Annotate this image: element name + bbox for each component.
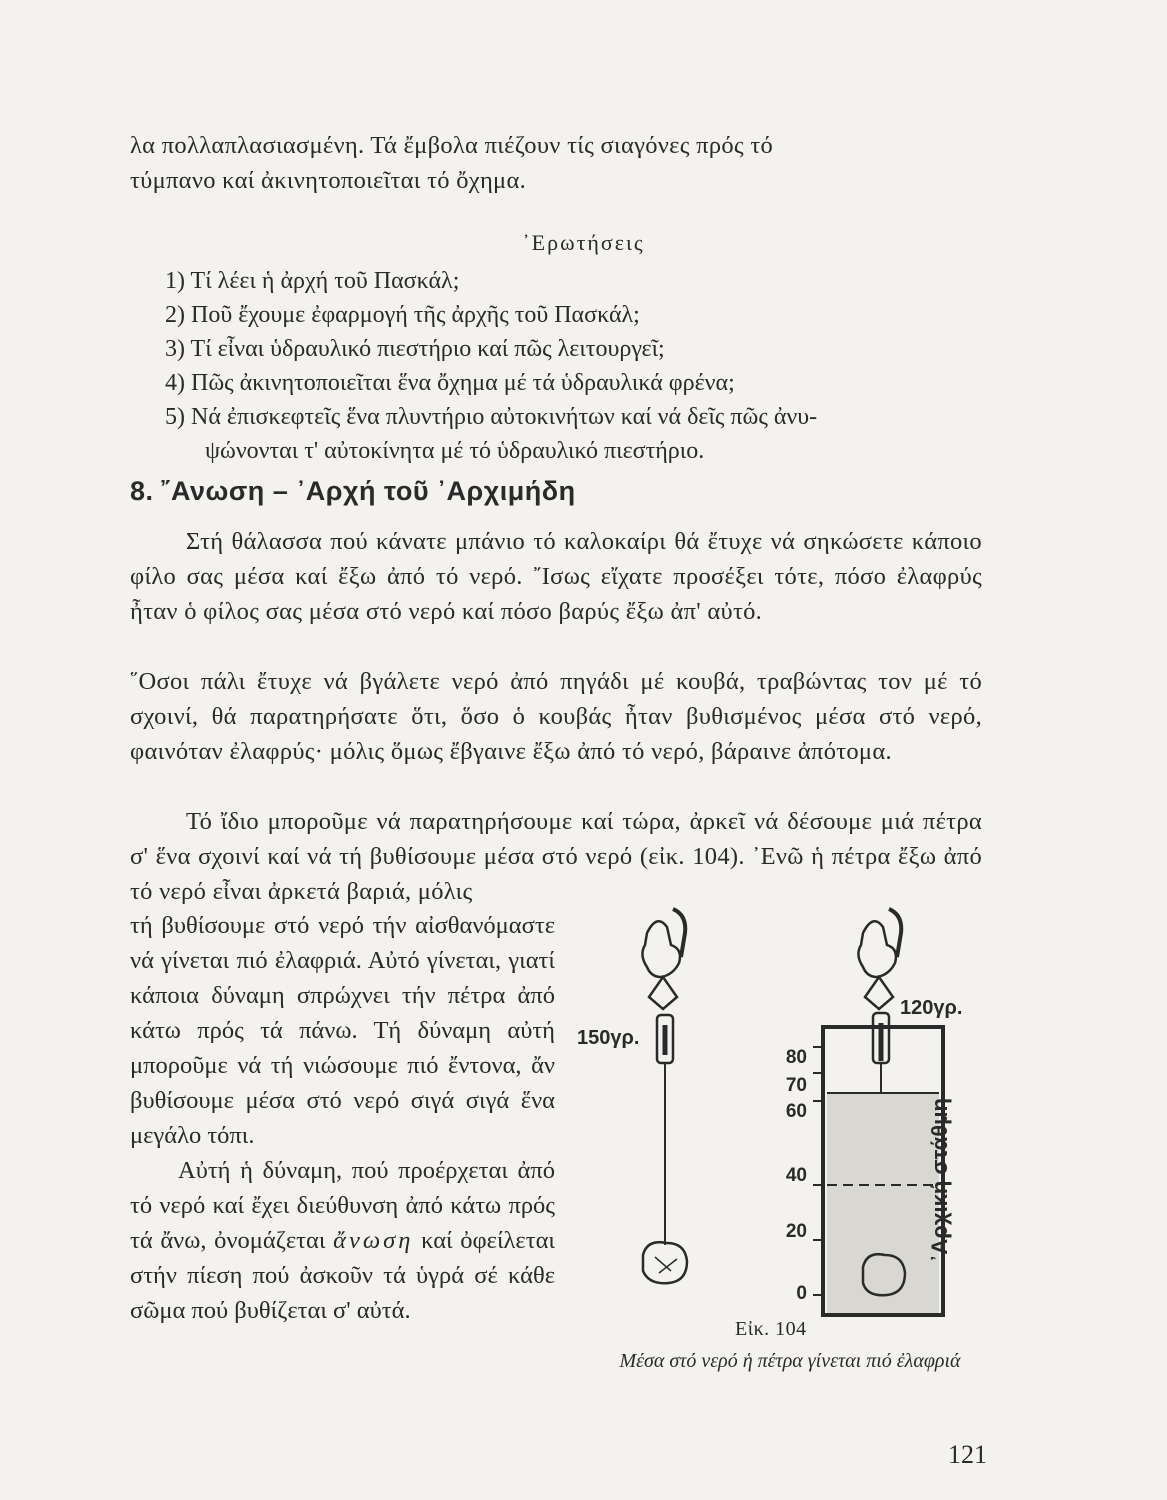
left-stone [643, 1242, 687, 1283]
paragraph-4-text-after: καί ὀφείλεται στήν πίεση πού ἀσκοῦν τά ὑγρά σέ κάθε σῶμα πού βυθίζεται σ' αὐτά. [130, 1227, 555, 1324]
paragraph-2-text: ῞Οσοι πάλι ἔτυχε νά βγάλετε νερό ἀπό πηγάδι μέ κουβά, τραβώντας τον μέ τό σχοινί, θά παρατηρήσατε ὅτι, ὅσο ὁ κουβάς ἦταν βυθισμένος μέσα στό νερό, φαινόταν ἐλαφρύς· μόλις ὅμως ἔβγαινε ἔξω ἀπό τό νερό, βάραινε ἀπότομα. [130, 668, 982, 765]
paragraph-4 [130, 1153, 555, 1328]
right-weight-label: 120γρ. [900, 997, 963, 1019]
scale-tick-label: 80 [785, 1047, 807, 1068]
scale-tick-label: 70 [785, 1075, 807, 1096]
paragraph-1-text: Στή θάλασσα πού κάνατε μπάνιο τό καλοκαίρι θά ἔτυχε νά σηκώσετε κάποιο φίλο σας μέσα καί ἔξω ἀπό τό νερό. ῎Ισως εἴχατε προσέξει τότε, πόσο ἐλαφρύς ἦταν ὁ φίλος σας μέσα στό νερό καί πόσο βαρύς ἔξω ἀπ' αὐτό. [130, 528, 982, 625]
questions-title: ᾿Ερωτήσεις [522, 230, 645, 255]
question-item: 3) Τί εἶναι ὑδραυλικό πιεστήριο καί πῶς λειτουργεῖ; [165, 336, 665, 362]
question-item: 5) Νά ἐπισκεφτεῖς ἕνα πλυντήριο αὐτοκινήτων καί νά δεῖς πῶς ἀνυ- [165, 404, 818, 430]
left-weight-label: 150γρ. [577, 1027, 640, 1049]
page-number: 121 [948, 1440, 987, 1469]
paragraph-3 [130, 804, 982, 909]
intro-text [130, 128, 982, 198]
question-item: 2) Ποῦ ἔχουμε ἐφαρμογή τῆς ἀρχῆς τοῦ Πασκάλ; [165, 302, 640, 328]
question-item: 4) Πῶς ἀκινητοποιεῖται ἕνα ὄχημα μέ τά ὑδραυλικά φρένα; [165, 370, 735, 396]
water [827, 1093, 939, 1313]
paragraph-2 [130, 664, 982, 769]
questions-list [165, 264, 985, 468]
scale-tick-label: 60 [785, 1101, 807, 1122]
intro-line: λα πολλαπλασιασμένη. Τά ἔμβολα πιέζουν τίς σιαγόνες πρός τό [130, 132, 774, 159]
scale-tick-label: 0 [796, 1283, 807, 1304]
left-hand-icon [642, 921, 680, 977]
buoyancy-term: ἄνωση [333, 1227, 414, 1254]
paragraph-3-text: Τό ἴδιο μποροῦμε νά παρατηρήσουμε καί τώρα, ἀρκεῖ νά δέσουμε μιά πέτρα σ' ἕνα σχοινί καί νά τή βυθίσουμε μέσα στό νερό (εἰκ. 104). ᾿Ενῶ ἡ πέτρα ἔξω ἀπό τό νερό εἶναι ἀρκετά βαριά, μόλις [130, 808, 982, 905]
paragraph-1 [130, 524, 982, 629]
paragraph-3-continuation: τή βυθίσουμε στό νερό τήν αἰσθανόμαστε νά γίνεται πιό ἐλαφριά. Αὐτό γίνεται, γιατί κάποια δύναμη σπρώχνει τήν πέτρα ἀπό κάτω πρός τά πάνω. Τή δύναμη αὐτή μποροῦμε νά τή νιώσουμε πιό ἔντονα, ἄν βυθίσουμε μέσα στό νερό σιγά σιγά ἕνα μεγάλο τόπι. [130, 912, 555, 1149]
scale-tick-label: 20 [785, 1221, 807, 1242]
figure-caption: Μέσα στό νερό ἡ πέτρα γίνεται πιό ἐλαφριά [619, 1350, 961, 1372]
intro-line: τύμπανο καί ἀκινητοποιεῖται τό ὄχημα. [130, 167, 527, 194]
initial-level-label: ᾿Αρχική στάθμη [927, 1098, 952, 1262]
question-item-continuation: ψώνονται τ' αὐτοκίνητα μέ τό ὑδραυλικό πιεστήριο. [205, 438, 705, 464]
section-heading: 8. ῎Ανωση – ᾿Αρχή τοῦ ᾿Αρχιμήδη [130, 476, 576, 506]
left-column-text [130, 908, 555, 1328]
scale-tick-label: 40 [785, 1165, 807, 1186]
figure-number: Εἰκ. 104 [735, 1318, 807, 1340]
right-hand-icon [858, 921, 896, 977]
question-item: 1) Τί λέει ἡ ἀρχή τοῦ Πασκάλ; [165, 268, 460, 294]
paragraph-4-text-before: Αὐτή ἡ δύναμη, πού προέρχεται ἀπό τό νερό καί ἔχει διεύθυνση ἀπό κάτω πρός τά ἄνω, ὀνομάζεται [130, 1157, 555, 1254]
